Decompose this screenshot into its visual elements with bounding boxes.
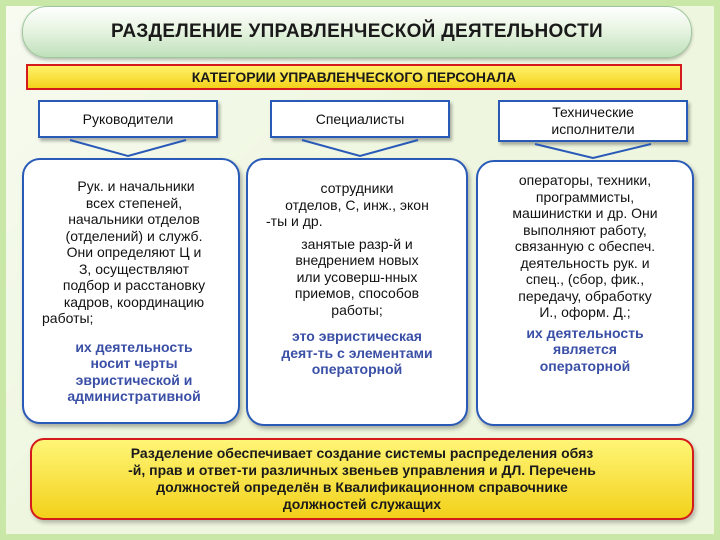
- managers-line: З, осуществляют: [78, 260, 190, 277]
- managers-line: работы;: [42, 310, 94, 326]
- summary-line: должностей определён в Квалификационном справочнике: [156, 479, 568, 495]
- technical-line: И., оформ. Д.;: [539, 304, 631, 320]
- specialists-line: -ты и др.: [266, 213, 323, 229]
- technical-line: машинистки и др. Они: [512, 205, 658, 221]
- technical-line: связанную с обеспеч.: [514, 238, 656, 254]
- managers-line: начальники отделов: [68, 211, 200, 227]
- chevron-down-icon: [68, 138, 188, 158]
- technical-note-line: является: [553, 341, 617, 357]
- chevron-down-icon: [300, 138, 420, 158]
- specialists-line: отделов, С, инж., экон: [285, 196, 429, 213]
- specialists-line: сотрудники: [320, 180, 394, 196]
- managers-line: Рук. и начальники: [77, 178, 195, 194]
- slide-title: [22, 6, 692, 58]
- technical-line: операторы, техники,: [518, 172, 652, 188]
- specialists-line: или усоверш-нных: [296, 268, 418, 285]
- specialists-line: занятые разр-й и: [301, 235, 413, 252]
- managers-card: [22, 158, 240, 424]
- technical-line: спец., (сбор, фик.,: [525, 271, 645, 287]
- specialists-card: [246, 158, 468, 426]
- category-banner-text: КАТЕГОРИИ УПРАВЛЕНЧЕСКОГО ПЕРСОНАЛА: [191, 69, 517, 85]
- technical-note-line: операторной: [539, 357, 631, 374]
- summary-line: Разделение обеспечивает создание системы распределения обяз: [130, 445, 594, 461]
- managers-line: всех степеней,: [85, 194, 183, 211]
- specialists-note-line: это эвристическая: [292, 328, 422, 344]
- heading-managers-text: Руководители: [82, 110, 174, 127]
- heading-technical-line-2: исполнители: [551, 121, 635, 137]
- managers-line: подбор и расстановку: [62, 277, 206, 293]
- summary-line: должностей служащих: [282, 496, 442, 512]
- specialists-line: внедрением новых: [295, 252, 419, 268]
- slide-title-text: РАЗДЕЛЕНИЕ УПРАВЛЕНЧЕСКОЙ ДЕЯТЕЛЬНОСТИ: [111, 21, 603, 42]
- managers-line: Они определяют Ц и: [66, 244, 202, 260]
- heading-technical: [498, 100, 688, 142]
- managers-note-line: их деятельность: [75, 338, 193, 355]
- technical-line: деятельность рук. и: [520, 254, 650, 271]
- technical-line: передачу, обработку: [518, 287, 652, 304]
- specialists-line: работы;: [331, 301, 383, 318]
- category-banner: [26, 64, 682, 90]
- managers-note-line: административной: [67, 388, 201, 404]
- specialists-line: приемов, способов: [294, 285, 420, 301]
- heading-technical-line-1: Технические: [552, 104, 634, 120]
- technical-line: программисты,: [535, 188, 635, 205]
- summary-line: -й, прав и ответ-ти различных звеньев управления и ДЛ. Перечень: [128, 462, 596, 478]
- heading-specialists: [270, 100, 450, 138]
- managers-line: кадров, координацию: [63, 293, 205, 310]
- specialists-note-line: деят-ть с элементами: [281, 344, 433, 361]
- technical-card: [476, 160, 694, 426]
- technical-line: выполняют работу,: [523, 221, 647, 238]
- heading-specialists-text: Специалисты: [315, 110, 405, 127]
- specialists-note-line: операторной: [311, 361, 403, 377]
- summary-box: [30, 438, 694, 520]
- managers-note-line: носит черты: [90, 355, 178, 371]
- chevron-down-icon: [533, 142, 653, 162]
- managers-note-line: эвристической и: [75, 371, 193, 388]
- technical-note-line: их деятельность: [526, 324, 644, 341]
- managers-line: (отделений) и служб.: [65, 227, 203, 244]
- heading-managers: [38, 100, 218, 138]
